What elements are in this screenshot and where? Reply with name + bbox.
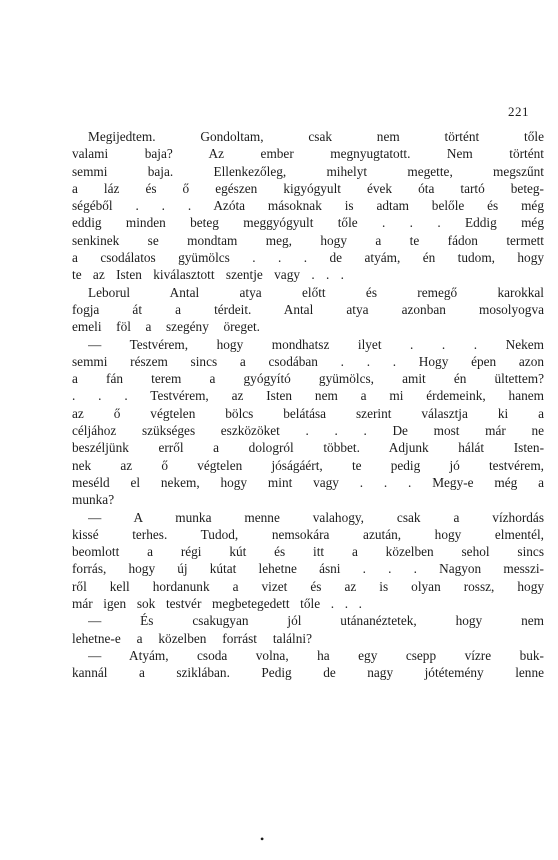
text-line: forrás, hogy új kútat lehetne ásni . . . Nagyon messzi- bbox=[72, 561, 544, 577]
text-line: Megijedtem. Gondoltam, csak nem történt tőle bbox=[88, 129, 544, 144]
text-line: ségéből . . . Azóta másoknak is adtam belőle és még bbox=[72, 198, 544, 214]
text-line: — Atyám, csoda volna, ha egy csepp vízre buk- bbox=[88, 647, 544, 663]
text-line: emeli föl a szegény öreget. bbox=[72, 319, 260, 335]
text-line: beomlott a régi kút és itt a közelben sehol sincs bbox=[72, 544, 544, 560]
text-line: a fán terem a gyógyító gyümölcs, amit én ültettem? bbox=[72, 371, 544, 387]
text-line: — A munka menne valahogy, csak a vízhordás bbox=[88, 509, 544, 525]
text-line: ről kell hordanunk a vizet és az is olyan rossz, hogy bbox=[72, 578, 544, 594]
text-line: kissé terhes. Tudod, nemsokára azután, hogy elmentél, bbox=[72, 526, 544, 542]
text-line: az ő végtelen bölcs belátása szerint választja ki a bbox=[72, 405, 544, 421]
text-line: beszéljünk erről a dologról többet. Adjunk hálát Isten- bbox=[72, 440, 544, 456]
page-number: 221 bbox=[508, 104, 529, 119]
text-line: — És csakugyan jól utánanéztetek, hogy nem bbox=[88, 613, 544, 629]
text-line: munka? bbox=[72, 492, 115, 508]
text-line: eddig minden beteg meggyógyult tőle . . . Eddig még bbox=[72, 215, 544, 231]
text-line: már igen sok testvér megbetegedett tőle . . . bbox=[72, 596, 362, 612]
text-line: valami baja? Az ember megnyugtatott. Nem történt bbox=[72, 146, 544, 162]
text-line: Leborul Antal atya előtt és remegő karokkal bbox=[88, 284, 544, 300]
text-line: senkinek se mondtam meg, hogy a te fádon termett bbox=[72, 232, 544, 248]
text-line: semmi baja. Ellenkezőleg, mihelyt megette, megszűnt bbox=[72, 163, 544, 179]
text-line: semmi részem sincs a csodában . . . Hogy épen azon bbox=[72, 353, 544, 369]
text-line: fogja át a térdeit. Antal atya azonban mosolyogva bbox=[72, 301, 544, 317]
body-text bbox=[72, 128, 548, 682]
text-line: meséld el nekem, hogy mint vagy . . . Megy-e még a bbox=[72, 474, 544, 490]
text-line: . . . Testvérem, az Isten nem a mi érdemeink, hanem bbox=[72, 388, 544, 404]
text-line: kannál a sziklában. Pedig de nagy jótétemény lenne bbox=[72, 665, 544, 681]
text-line: — Testvérem, hogy mondhatsz ilyet . . . Nekem bbox=[88, 336, 544, 352]
text-line: lehetne-e a közelben forrást találni? bbox=[72, 630, 312, 646]
text-line: céljához szükséges eszközöket . . . De most már ne bbox=[72, 423, 544, 439]
text-line: a csodálatos gyümölcs . . . de atyám, én tudom, hogy bbox=[72, 250, 544, 266]
text-line: a láz és ő egészen kigyógyult évek óta tartó beteg- bbox=[72, 180, 544, 196]
text-line: te az Isten kiválasztott szentje vagy . . . bbox=[72, 267, 344, 283]
text-line: nek az ő végtelen jóságáért, te pedig jó testvérem, bbox=[72, 457, 544, 473]
page-bottom-mark: • bbox=[260, 832, 265, 846]
